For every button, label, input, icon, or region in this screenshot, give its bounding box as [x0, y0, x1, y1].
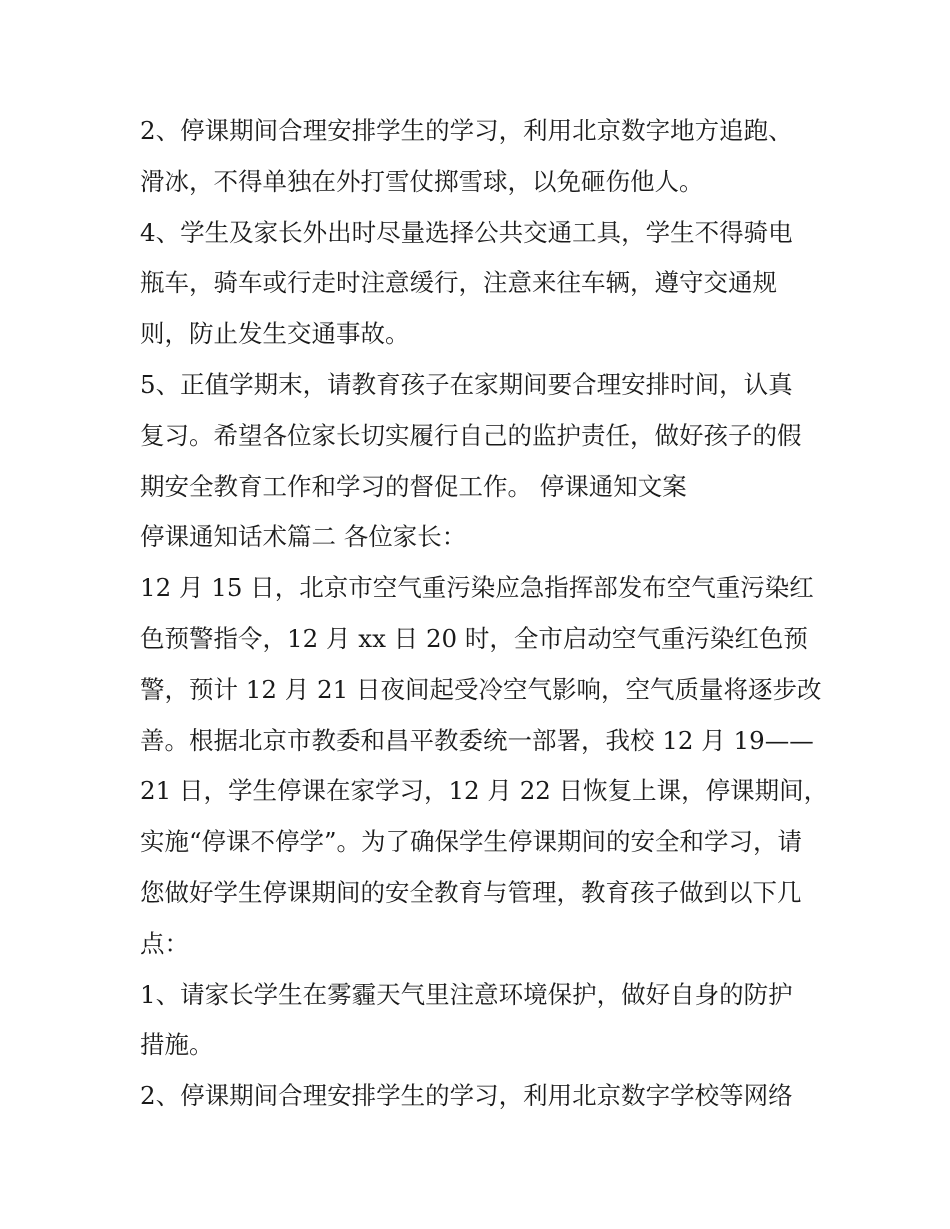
text-line: 点：: [140, 928, 189, 958]
text-line: 措施。: [140, 1030, 214, 1060]
text-line: 瓶车，骑车或行走时注意缓行，注意来往车辆，遵守交通规: [140, 268, 777, 298]
text-line: 5、正值学期末，请教育孩子在家期间要合理安排时间，认真: [140, 369, 793, 399]
text-line: 复习。希望各位家长切实履行自己的监护责任，做好孩子的假: [140, 420, 802, 450]
text-line: 警，预计 12 月 21 日夜间起受冷空气影响，空气质量将逐步改: [140, 674, 822, 704]
text-line: 1、请家长学生在雾霾天气里注意环境保护，做好自身的防护: [140, 979, 793, 1009]
text-line: 期安全教育工作和学习的督促工作。 停课通知文案: [140, 471, 687, 501]
text-line: 实施“停课不停学”。为了确保学生停课期间的安全和学习，请: [140, 827, 803, 857]
text-line: 您做好学生停课期间的安全教育与管理，教育孩子做到以下几: [140, 877, 802, 907]
document-body: [140, 106, 829, 1122]
text-line: 12 月 15 日，北京市空气重污染应急指挥部发布空气重污染红: [140, 573, 814, 603]
text-line: 色预警指令，12 月 xx 日 20 时，全市启动空气重污染红色预: [140, 623, 808, 653]
text-line: 2、停课期间合理安排学生的学习，利用北京数字学校等网络: [140, 1081, 793, 1111]
text-line: 21 日，学生停课在家学习，12 月 22 日恢复上课，停课期间，: [140, 776, 829, 806]
text-line: 4、学生及家长外出时尽量选择公共交通工具，学生不得骑电: [140, 217, 793, 247]
text-line: 善。根据北京市教委和昌平教委统一部署，我校 12 月 19——: [140, 725, 814, 755]
text-line: 滑冰，不得单独在外打雪仗掷雪球，以免砸伤他人。: [140, 166, 704, 196]
text-line: 2、停课期间合理安排学生的学习，利用北京数字地方追跑、: [140, 116, 793, 145]
text-line: 则，防止发生交通事故。: [140, 319, 410, 349]
text-line: 停课通知话术篇二 各位家长：: [140, 522, 467, 552]
